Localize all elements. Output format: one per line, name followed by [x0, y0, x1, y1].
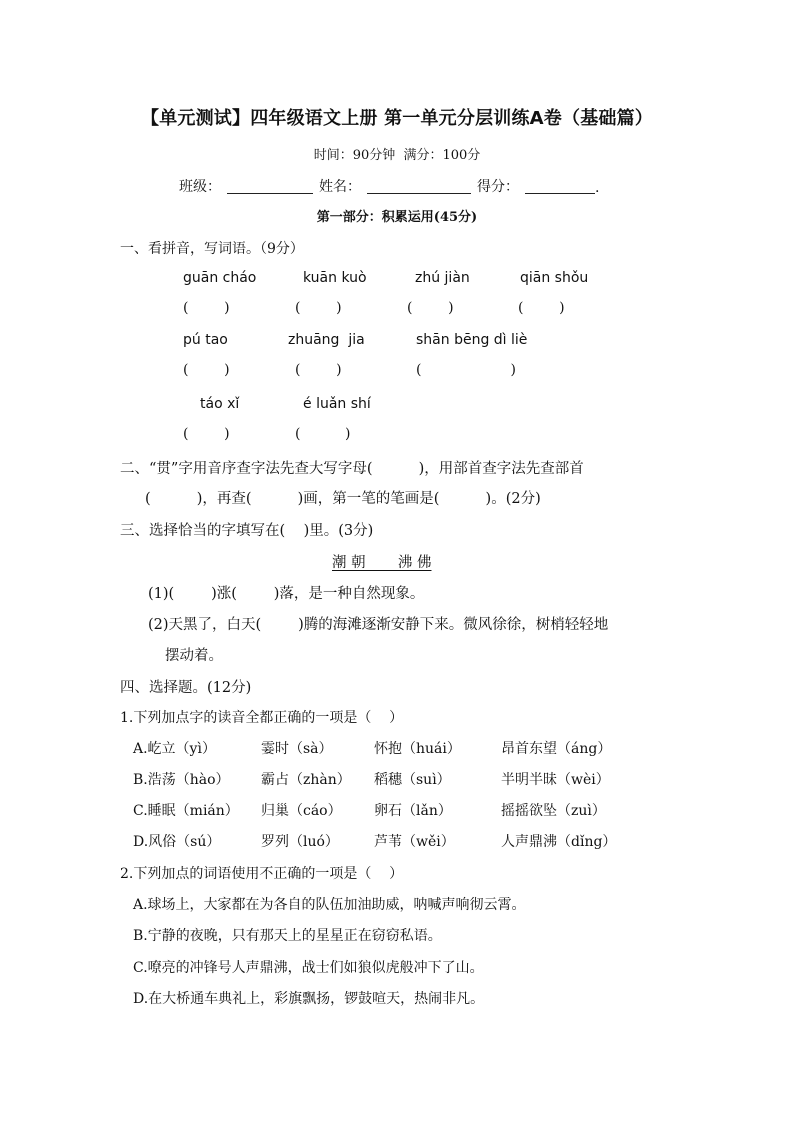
- option-line[interactable]: D.在大桥通车典礼上，彩旗飘扬，锣鼓喧天，热闹非凡。: [133, 991, 485, 1007]
- answer-paren[interactable]: ( ): [183, 362, 230, 378]
- option-cell: 芦苇（wěi）: [374, 834, 455, 850]
- pinyin-item: shān bēng dì liè: [416, 332, 528, 348]
- pinyin-item: qiān shǒu: [520, 270, 589, 286]
- option-cell[interactable]: D.风俗（sú）: [133, 834, 221, 850]
- option-cell: 罗列（luó）: [261, 834, 339, 850]
- option-cell[interactable]: B.浩荡（hào）: [133, 772, 230, 788]
- answer-paren[interactable]: ( ): [295, 362, 342, 378]
- option-cell: 霸占（zhàn）: [261, 772, 351, 788]
- name-blank[interactable]: [367, 179, 471, 194]
- class-blank[interactable]: [227, 179, 313, 194]
- class-label: 班级：: [179, 179, 221, 195]
- pinyin-item: kuān kuò: [303, 270, 367, 286]
- q3-sentence-1: (1)( )涨( )落，是一种自然现象。: [148, 586, 425, 602]
- answer-paren[interactable]: ( ): [183, 426, 230, 442]
- answer-paren[interactable]: ( ): [295, 300, 342, 316]
- name-label: 姓名：: [319, 179, 361, 195]
- score-label: 得分：: [477, 179, 519, 195]
- answer-paren[interactable]: ( ): [407, 300, 454, 316]
- option-cell: 归巢（cáo）: [261, 803, 342, 819]
- q2-line1: 二、“贯”字用音序查字法先查大写字母( )，用部首查字法先查部首: [120, 461, 584, 477]
- exam-time-score-info: 时间：90分钟 满分：100分: [313, 148, 481, 163]
- option-line[interactable]: B.宁静的夜晚，只有那天上的星星正在窃窃私语。: [133, 928, 442, 944]
- q2-line2: ( )，再查( )画，第一笔的笔画是( )。(2分): [145, 491, 541, 507]
- answer-paren[interactable]: ( ): [295, 426, 351, 442]
- option-cell: 卵石（lǎn）: [374, 803, 452, 819]
- option-cell: 人声鼎沸（dǐng）: [501, 834, 617, 850]
- option-cell: 怀抱（huái）: [374, 741, 461, 757]
- exam-title: 【单元测试】四年级语文上册 第一单元分层训练A卷（基础篇）: [141, 108, 653, 129]
- q4-item1-stem: 1.下列加点字的读音全都正确的一项是（ ）: [120, 710, 404, 726]
- q4-item2-stem: 2.下列加点的词语使用不正确的一项是（ ）: [120, 866, 404, 882]
- option-cell: 半明半昧（wèi）: [501, 772, 610, 788]
- answer-paren[interactable]: ( ): [518, 300, 565, 316]
- pinyin-item: zhuāng jia: [288, 332, 365, 348]
- q3-char-choices: 潮 朝 沸 佛: [332, 555, 432, 571]
- q3-heading: 三、选择恰当的字填写在( )里。(3分): [120, 523, 374, 539]
- option-cell: 稻穗（suì）: [374, 772, 451, 788]
- option-cell: 霎时（sà）: [261, 741, 333, 757]
- option-line[interactable]: C.嘹亮的冲锋号人声鼎沸，战士们如狼似虎般冲下了山。: [133, 960, 484, 976]
- answer-paren[interactable]: ( ): [416, 362, 516, 378]
- option-cell[interactable]: C.睡眠（mián）: [133, 803, 239, 819]
- pinyin-item: táo xǐ: [200, 396, 240, 412]
- option-cell[interactable]: A.屹立（yì）: [133, 741, 216, 757]
- pinyin-item: pú tao: [183, 332, 228, 348]
- q3-sentence-2: (2)天黑了，白天( )腾的海滩逐渐安静下来。微风徐徐，树梢轻轻地: [148, 617, 609, 633]
- option-cell: 昂首东望（áng）: [501, 741, 612, 757]
- pinyin-item: zhú jiàn: [415, 270, 470, 286]
- score-blank[interactable]: [525, 179, 595, 194]
- student-info-fields: [179, 176, 599, 196]
- pinyin-item: guān cháo: [183, 270, 257, 286]
- pinyin-item: é luǎn shí: [303, 396, 371, 412]
- part-one-heading: 第一部分：积累运用(45分): [316, 210, 478, 225]
- option-cell: 摇摇欲坠（zuì）: [501, 803, 606, 819]
- option-line[interactable]: A.球场上，大家都在为各自的队伍加油助威，呐喊声响彻云霄。: [133, 897, 526, 913]
- answer-paren[interactable]: ( ): [183, 300, 230, 316]
- field-end-dot: .: [595, 180, 600, 196]
- q3-sentence-2-cont: 摆动着。: [165, 648, 223, 664]
- q4-heading: 四、选择题。(12分): [120, 680, 252, 696]
- q1-heading: 一、看拼音，写词语。（9分）: [120, 241, 304, 257]
